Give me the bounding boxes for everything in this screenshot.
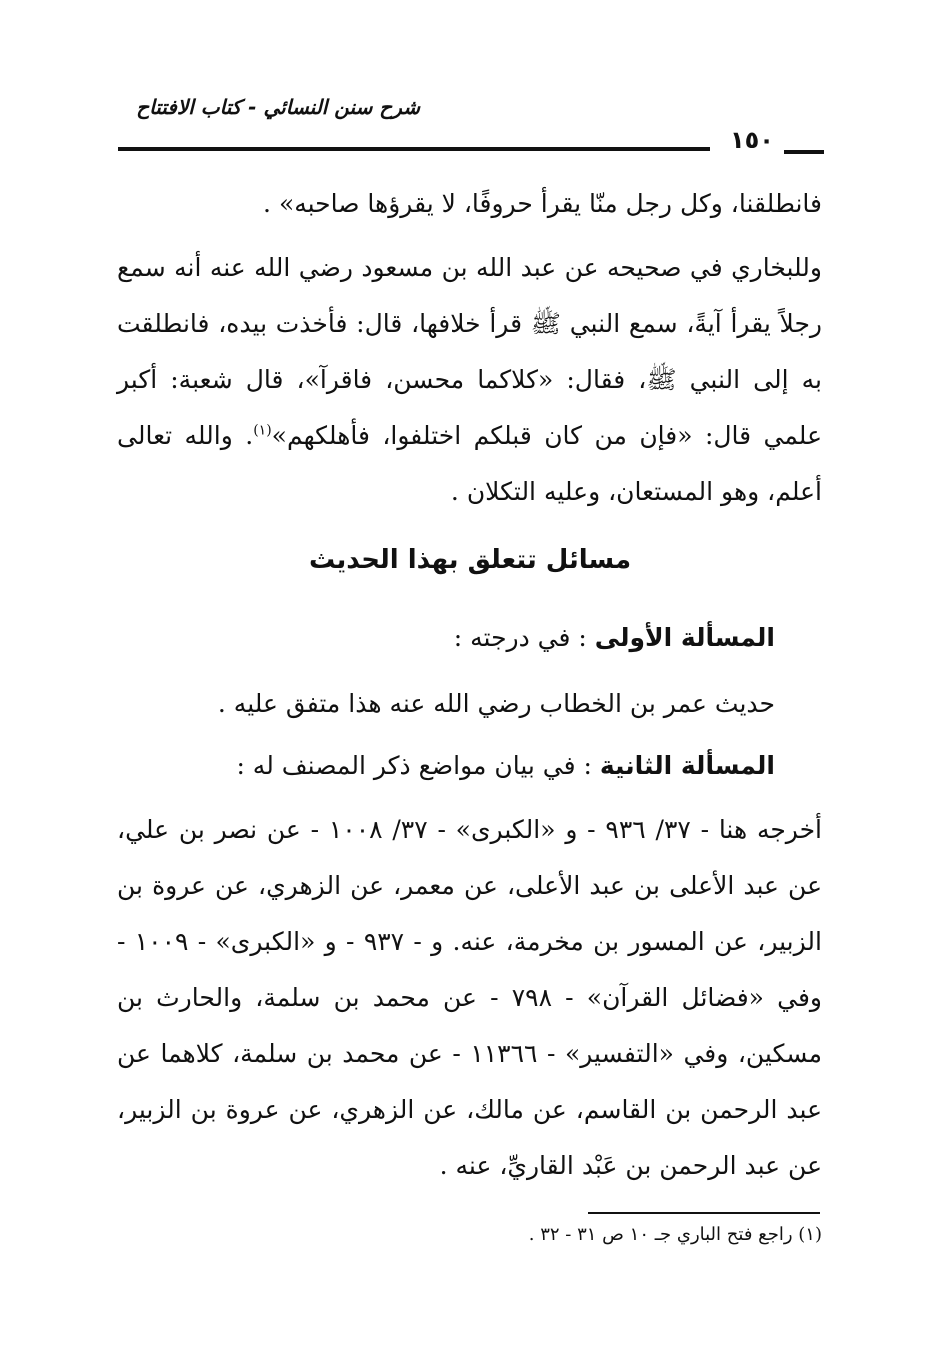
footnote: (١) راجع فتح الباري جـ ١٠ ص ٣١ - ٣٢ . <box>528 1224 822 1245</box>
footnote-marker: (١) <box>253 422 272 439</box>
issue-1-body: حديث عمر بن الخطاب رضي الله عنه هذا متفق عليه . <box>217 689 775 718</box>
paragraph-bukhari <box>117 240 822 520</box>
header-rule <box>118 147 710 151</box>
paragraph-bukhari-text: وللبخاري في صحيحه عن عبد الله بن مسعود رضي الله عنه أنه سمع رجلاً يقرأ آيةً، سمع النبي ﷺ قرأ خلافها، قال: فأخذت بيده، فانطلقت به إلى النبي ﷺ، فقال: «كلاكما محسن، فاقرآ»، قال شعبة: أكبر علمي قال: «فإن من كان قبلكم اختلفوا، فأهلكهم» <box>117 253 823 450</box>
issue-1-text: : في درجته : <box>453 623 587 652</box>
header-rule-short <box>784 150 824 154</box>
page-number: ١٥٠ <box>730 126 774 154</box>
issue-1-label: المسألة الأولى <box>594 623 775 652</box>
running-title: شرح سنن النسائي - كتاب الافتتاح <box>136 95 420 119</box>
footnote-rule <box>588 1212 820 1214</box>
paragraph-hadith-end: فانطلقنا، وكل رجل منّا يقرأ حروفًا، لا يقرؤها صاحبه» . <box>263 189 822 218</box>
issue-2-label: المسألة الثانية <box>599 751 775 780</box>
issue-2-heading <box>115 738 775 794</box>
paragraph-bukhari-tail: . والله تعالى أعلم، وهو المستعان، وعليه التكلان . <box>117 421 822 506</box>
section-heading: مسائل تتعلق بهذا الحديث <box>308 545 632 575</box>
issue-1-heading <box>115 610 775 666</box>
paragraph-takhrij: أخرجه هنا - ٣٧/ ٩٣٦ - و «الكبرى» - ٣٧/ ١٠٠٨ - عن نصر بن علي، عن عبد الأعلى بن عبد الأعلى، عن معمر، عن الزهري، عن عروة بن الزبير، عن المسور بن مخرمة، عنه. و - ٩٣٧ - و «الكبرى» - ١٠٠٩ - وفي «فضائل القرآن» - ٧٩٨ - عن محمد بن سلمة، والحارث بن مسكين، وفي «التفسير» - ١١٣٦٦ - عن محمد بن سلمة، كلاهما عن عبد الرحمن بن القاسم، عن مالك، عن الزهري، عن عروة بن الزبير، عن عبد الرحمن بن عَبْد القاريِّ، عنه . <box>117 815 822 1180</box>
issue-2-text: : في بيان مواضع ذكر المصنف له : <box>236 751 592 780</box>
